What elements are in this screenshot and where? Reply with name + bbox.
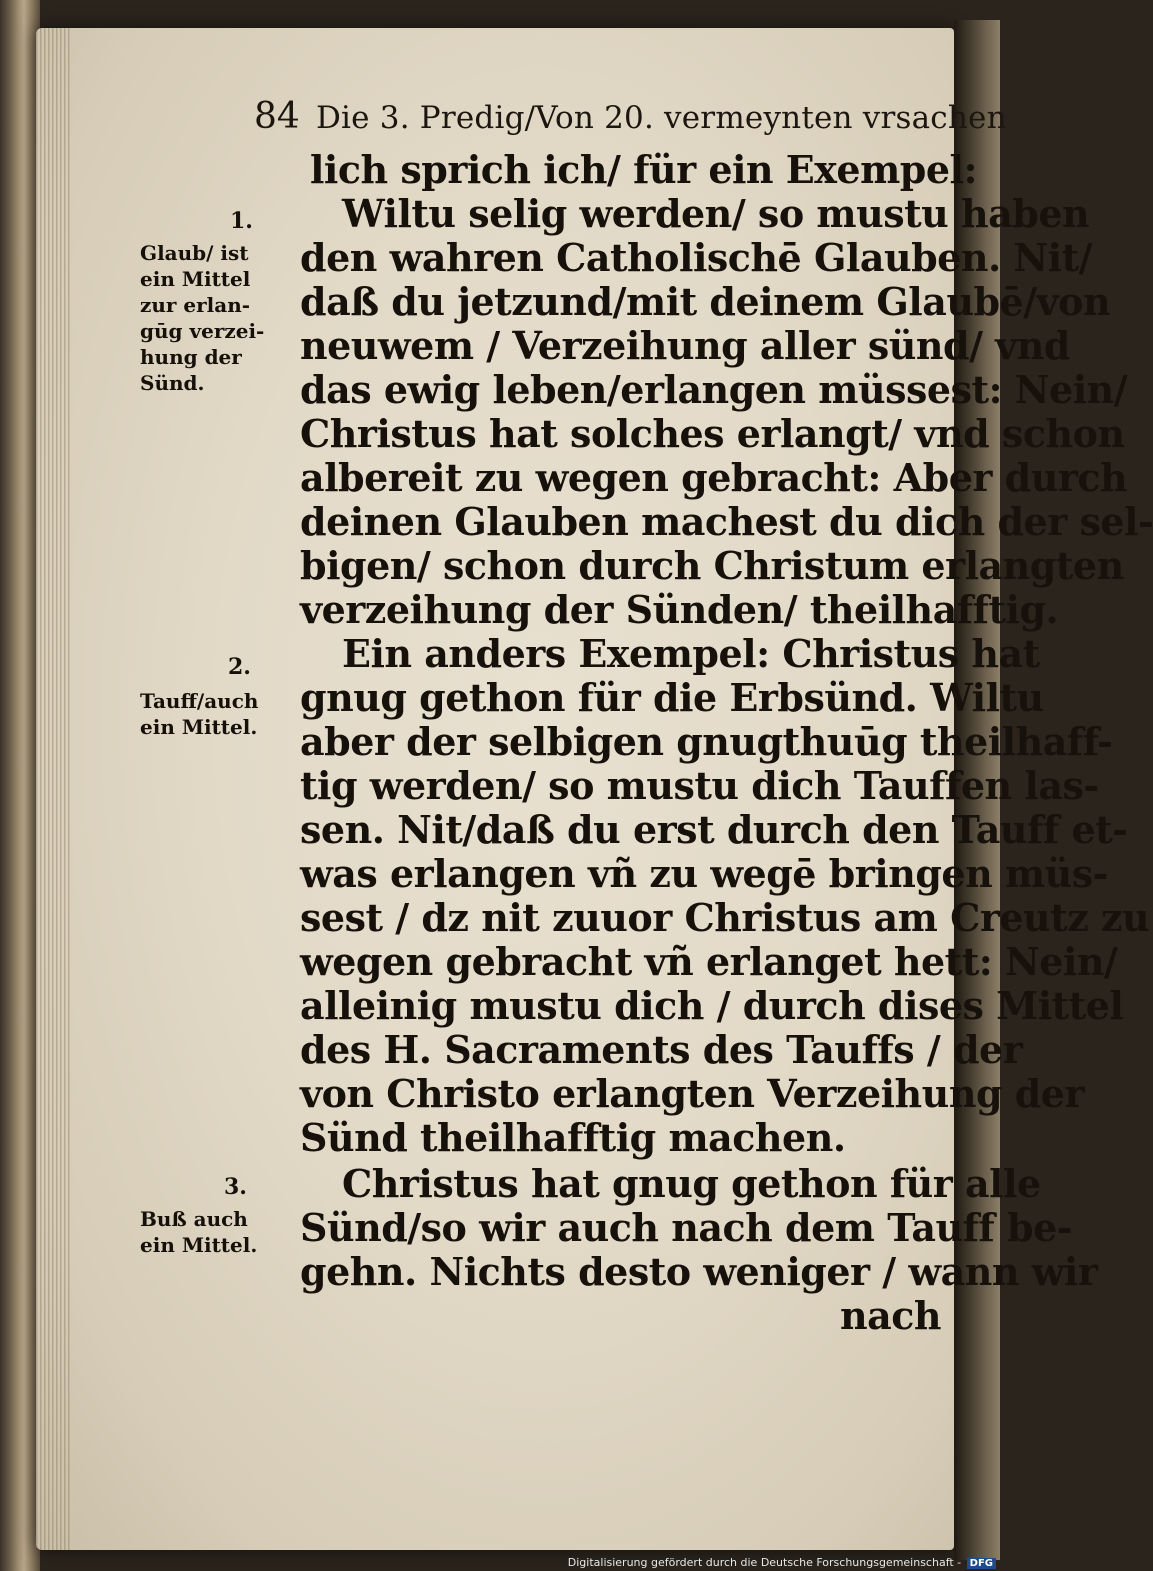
margin-note-line: hung der — [140, 345, 242, 369]
margin-note — [140, 688, 290, 740]
text-line: wegen gebracht vñ erlanget hett: Nein/ — [300, 939, 1118, 984]
catchword: nach — [840, 1293, 942, 1338]
text-line: Sünd theilhafftig machen. — [300, 1115, 846, 1160]
margin-note-line: ein Mittel — [140, 267, 251, 291]
text-line: albereit zu wegen gebracht: Aber durch — [300, 455, 1128, 500]
margin-note-line: Glaub/ ist — [140, 241, 249, 265]
margin-note-line: gūg verzei- — [140, 319, 265, 343]
text-line: gnug gethon für die Erbsünd. Wiltu — [300, 675, 1044, 720]
margin-number: 3. — [224, 1174, 247, 1200]
text-line: gehn. Nichts desto weniger / wann wir — [300, 1249, 1098, 1294]
text-line: von Christo erlangten Verzeihung der — [300, 1071, 1085, 1116]
text-line: sen. Nit/daß du erst durch den Tauff et- — [300, 807, 1128, 852]
margin-note — [140, 240, 290, 396]
left-page-edges — [0, 0, 40, 1571]
text-line: das ewig leben/erlangen müssest: Nein/ — [300, 367, 1128, 412]
margin-note-line: Sünd. — [140, 371, 205, 395]
text-line: sest / dz nit zuuor Christus am Creutz zu — [300, 895, 1150, 940]
text-line: lich sprich ich/ für ein Exempel: — [310, 147, 977, 192]
digitization-credit — [568, 1556, 996, 1569]
text-line: Ein anders Exempel: Christus hat — [342, 631, 1040, 676]
text-line: den wahren Catholischē Glauben. Nit/ — [300, 235, 1093, 280]
margin-number: 2. — [228, 654, 251, 680]
margin-note — [140, 1206, 290, 1258]
page-number: 84 — [254, 96, 300, 137]
margin-note-line: Buß auch — [140, 1207, 248, 1231]
text-line: verzeihung der Sünden/ theilhafftig. — [300, 587, 1059, 632]
page-edge-stack — [36, 28, 70, 1550]
text-line: was erlangen vñ zu wegē bringen müs- — [300, 851, 1108, 896]
text-line: tig werden/ so mustu dich Tauffen las- — [300, 763, 1099, 808]
margin-note-line: Tauff/auch — [140, 689, 259, 713]
margin-note-line: ein Mittel. — [140, 715, 258, 739]
text-line: alleinig mustu dich / durch dises Mittel — [300, 983, 1124, 1028]
text-line: Christus hat gnug gethon für alle — [342, 1161, 1041, 1206]
text-line: daß du jetzund/mit deinem Glaubē/von — [300, 279, 1111, 324]
margin-note-line: zur erlan- — [140, 293, 251, 317]
dfg-logo: DFG — [967, 1558, 996, 1569]
text-line: neuwem / Verzeihung aller sünd/ vnd — [300, 323, 1070, 368]
text-line: aber der selbigen gnugthuūg theilhaff- — [300, 719, 1113, 764]
margin-number: 1. — [230, 208, 253, 234]
running-head: Die 3. Predig/Von 20. vermeynten vrsachen — [316, 100, 1007, 136]
text-line: deinen Glauben machest du dich der sel- — [300, 499, 1153, 544]
text-line: Sünd/so wir auch nach dem Tauff be- — [300, 1205, 1073, 1250]
text-line: des H. Sacraments des Tauffs / der — [300, 1027, 1023, 1072]
text-line: Christus hat solches erlangt/ vnd schon — [300, 411, 1125, 456]
text-line: bigen/ schon durch Christum erlangten — [300, 543, 1124, 588]
margin-note-line: ein Mittel. — [140, 1233, 258, 1257]
credit-text: Digitalisierung gefördert durch die Deutsche Forschungsgemeinschaft - — [567, 1556, 962, 1569]
text-line: Wiltu selig werden/ so mustu haben — [342, 191, 1090, 236]
